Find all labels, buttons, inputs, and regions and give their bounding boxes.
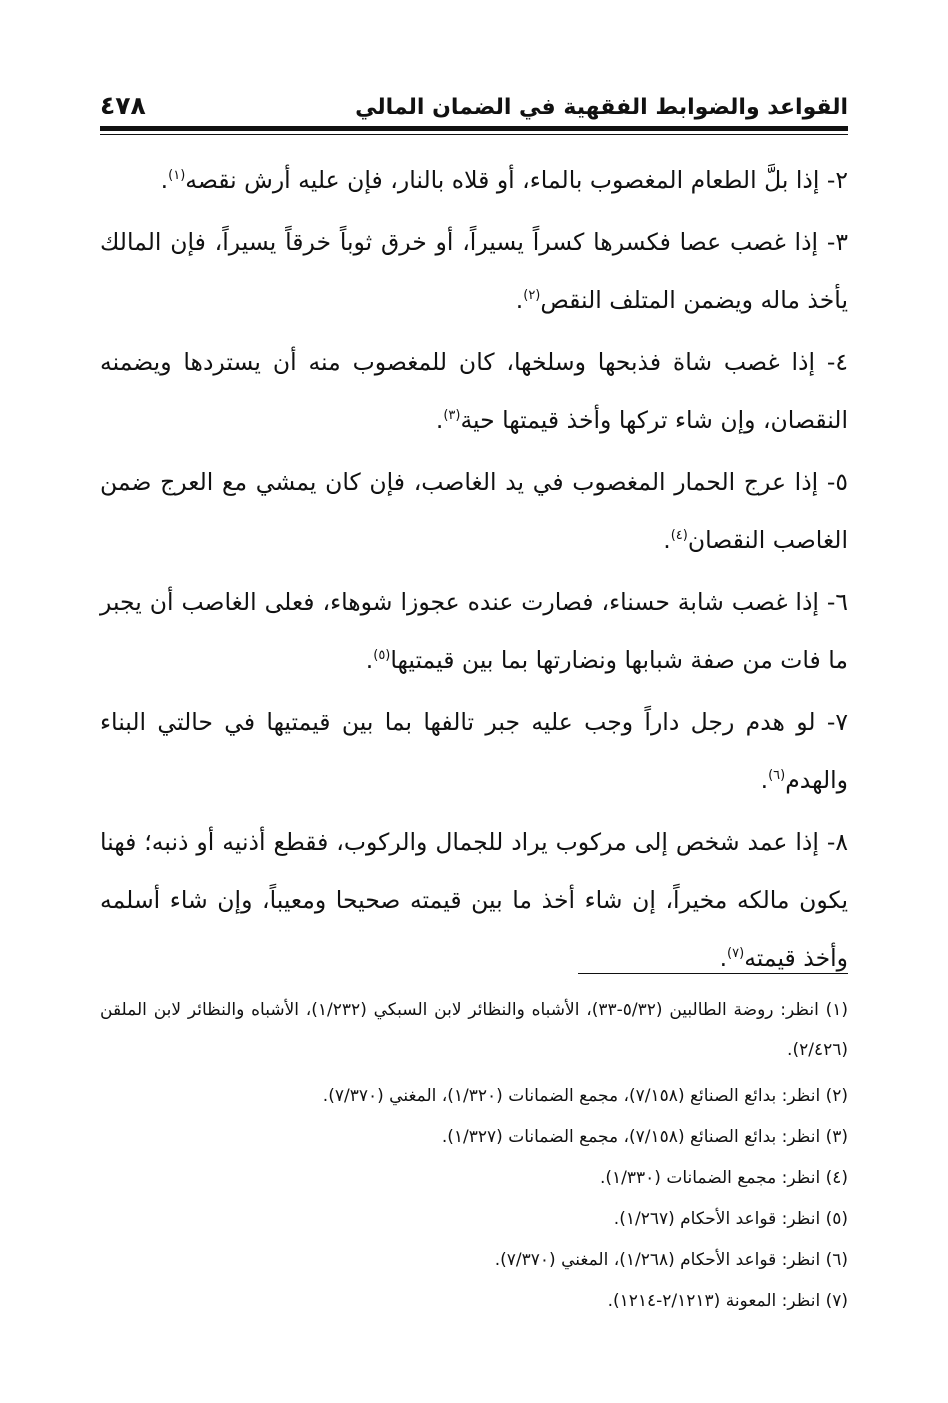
paragraph-text: ٨- إذا عمد شخص إلى مركوب يراد للجمال والركوب، فقطع أذنيه أو ذنبه؛ فهنا يكون مالكه مخيراً، إن شاء أخذ ما بين قيمته صحيحا ومعيباً، وإن شاء أسلمه وأخذ قيمته (100, 828, 848, 972)
paragraph-end: . (515, 286, 524, 314)
footnote-2: (٢) انظر: بدائع الصنائع (٧/١٥٨)، مجمع الضمانات (١/٣٢٠)، المغني (٧/٣٧٠). (322, 1086, 848, 1106)
footnotes (100, 990, 848, 1324)
book-page (100, 80, 848, 1311)
footnote-ref: (٥) (373, 648, 391, 664)
paragraph-end: . (160, 166, 169, 194)
footnote-3: (٣) انظر: بدائع الصنائع (٧/١٥٨)، مجمع الضمانات (١/٣٢٧). (441, 1127, 848, 1147)
footnote-1: (١) انظر: روضة الطالبين (٥/٣٢-٣٣)، الأشباه والنظائر لابن السبكي (١/٢٣٢)، الأشباه والنظائر لابن الملقن (٢/٤٢٦). (100, 1000, 848, 1060)
paragraph-2 (100, 151, 848, 209)
footnote-5: (٥) انظر: قواعد الأحكام (١/٢٦٧). (613, 1209, 848, 1229)
footnote-ref: (١) (168, 168, 186, 184)
paragraph-text: ٣- إذا غصب عصا فكسرها كسراً يسيراً، أو خرق ثوباً خرقاً يسيراً، فإن المالك يأخذ ماله ويضمن المتلف النقص (100, 228, 848, 314)
running-header (100, 80, 848, 120)
paragraph-end: . (365, 646, 374, 674)
footnote-7: (٧) انظر: المعونة (٢/١٢١٣-١٢١٤). (607, 1291, 848, 1311)
footnote-ref: (٣) (443, 408, 461, 424)
footnote-6: (٦) انظر: قواعد الأحكام (١/٢٦٨)، المغني (٧/٣٧٠). (494, 1250, 848, 1270)
paragraph-text: ٥- إذا عرج الحمار المغصوب في يد الغاصب، فإن كان يمشي مع العرج ضمن الغاصب النقصان (100, 468, 848, 554)
running-title: القواعد والضوابط الفقهية في الضمان المالي (355, 95, 848, 120)
paragraph-7 (100, 693, 848, 809)
paragraph-end: . (719, 944, 728, 972)
header-rule (100, 126, 848, 135)
paragraph-end: . (663, 526, 671, 554)
footnote-separator (578, 973, 848, 974)
page-number: ٤٧٨ (100, 91, 146, 120)
paragraph-6 (100, 573, 848, 689)
paragraph-text: ٦- إذا غصب شابة حسناء، فصارت عنده عجوزا شوهاء، فعلى الغاصب أن يجبر ما فات من صفة شبابها ونضارتها بما بين قيمتيها (100, 588, 848, 674)
paragraph-5 (100, 453, 848, 569)
paragraph-4 (100, 333, 848, 449)
footnote-ref: (٤) (670, 528, 688, 544)
paragraph-text: ٤- إذا غصب شاة فذبحها وسلخها، كان للمغصوب منه أن يستردها ويضمنه النقصان، وإن شاء تركها وأخذ قيمتها حية (100, 348, 848, 434)
main-text (100, 151, 848, 987)
footnote-ref: (٧) (727, 946, 745, 962)
footnote-4: (٤) انظر: مجمع الضمانات (١/٣٣٠). (599, 1168, 848, 1188)
paragraph-text: ٢- إذا بلَّ الطعام المغصوب بالماء، أو قلاه بالنار، فإن عليه أرش نقصه (185, 166, 848, 194)
footnote-ref: (٦) (768, 768, 786, 784)
paragraph-3 (100, 213, 848, 329)
paragraph-end: . (760, 766, 769, 794)
paragraph-8 (100, 813, 848, 987)
footnote-ref: (٢) (523, 288, 541, 304)
paragraph-end: . (435, 406, 444, 434)
paragraph-text: ٧- لو هدم رجل داراً وجب عليه جبر تالفها بما بين قيمتيها في حالتي البناء والهدم (100, 708, 848, 794)
